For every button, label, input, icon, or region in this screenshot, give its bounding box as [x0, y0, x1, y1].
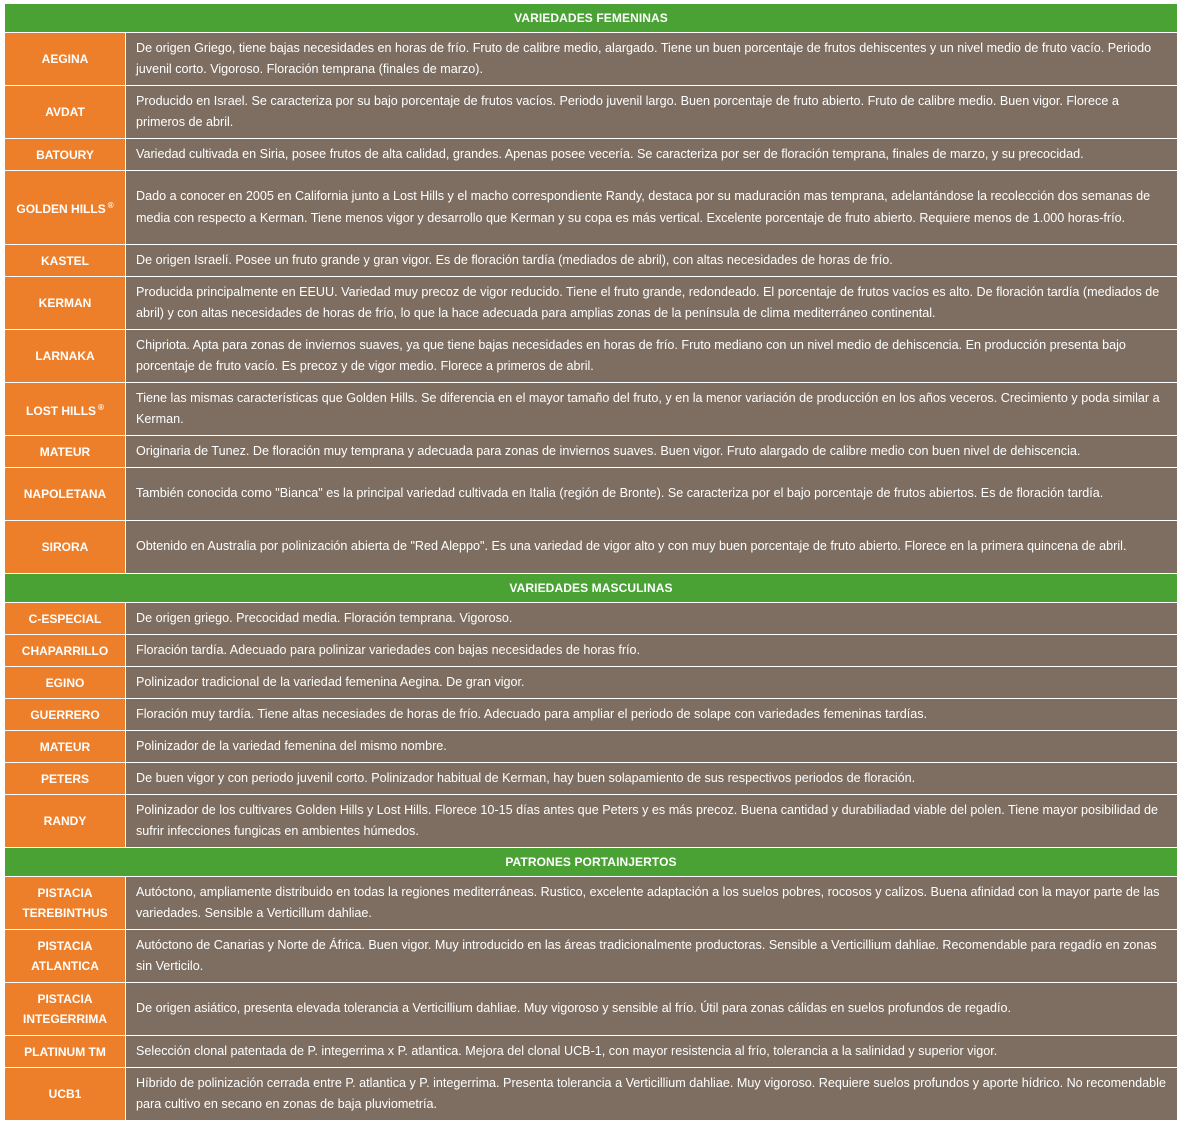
variety-name: KASTEL	[41, 253, 89, 268]
variety-name: AVDAT	[45, 105, 85, 119]
variety-description: Variedad cultivada en Siria, posee frutos de alta calidad, grandes. Apenas posee vecería. Se caracteriza por ser de floración temprana, finales de marzo, y su precocidad.	[126, 139, 1178, 171]
variety-row	[5, 521, 1178, 574]
variety-name-cell	[5, 436, 126, 468]
variety-name-cell	[5, 699, 126, 731]
variety-name: GUERRERO	[30, 707, 100, 722]
variety-row	[5, 763, 1178, 795]
variety-name: PISTACIA INTEGERRIMA	[23, 992, 107, 1026]
variety-name: UCB1	[48, 1087, 82, 1101]
variety-name: PISTACIA TEREBINTHUS	[22, 886, 108, 920]
variety-name-cell	[5, 245, 126, 277]
variety-name-cell	[5, 277, 126, 330]
variety-description: Originaria de Tunez. De floración muy temprana y adecuada para zonas de inviernos suaves. Buen vigor. Fruto alargado de calibre medio con buen nivel de dehiscencia.	[126, 436, 1178, 468]
variety-name: MATEUR	[39, 444, 91, 459]
variety-description: Floración tardía. Adecuado para polinizar variedades con bajas necesidades de horas frío.	[126, 635, 1178, 667]
variety-description: Producido en Israel. Se caracteriza por su bajo porcentaje de frutos vacíos. Periodo juvenil largo. Buen porcentaje de fruto abierto. Fruto de calibre medio. Buen vigor. Florece a primeros de abril.	[126, 86, 1178, 139]
variety-description: Autóctono, ampliamente distribuido en todas la regiones mediterráneas. Rustico, excelente adaptación a los suelos pobres, rocosos y calizos. Buena afinidad con la mayor parte de las variedades. Sensible a Verticillum dahliae.	[126, 877, 1178, 930]
variety-name-cell	[5, 33, 126, 86]
variety-name-cell	[5, 330, 126, 383]
variety-name: PISTACIA ATLANTICA	[31, 939, 99, 973]
variety-row	[5, 33, 1178, 86]
variety-name: CHAPARRILLO	[21, 643, 109, 658]
variety-name-cell	[5, 468, 126, 521]
varieties-table	[4, 3, 1178, 1121]
variety-name-cell	[5, 731, 126, 763]
variety-row	[5, 930, 1178, 983]
section-header-row	[5, 4, 1178, 33]
section-header-row	[5, 574, 1178, 603]
varieties-table-container	[4, 3, 1177, 1121]
variety-name: LOST HILLS	[26, 403, 97, 418]
variety-name-cell	[5, 1036, 126, 1068]
variety-name-cell	[5, 930, 126, 983]
variety-name: NAPOLETANA	[23, 487, 107, 501]
variety-description: Polinizador de la variedad femenina del mismo nombre.	[126, 731, 1178, 763]
variety-name-cell	[5, 383, 126, 436]
variety-description: Producida principalmente en EEUU. Variedad muy precoz de vigor reducido. Tiene el fruto grande, redondeado. El porcentaje de frutos vacíos es alto. De floración tardía (mediados de abril) y con altas necesidades de horas de frío, lo que la hace adecuada para amplias zonas de la península de clima mediterráneo continental.	[126, 277, 1178, 330]
variety-description: Polinizador de los cultivares Golden Hills y Lost Hills. Florece 10-15 días antes que Peters y es más precoz. Buena cantidad y durabiliadad viable del polen. Tiene mayor posibilidad de sufrir infecciones fungicas en ambientes húmedos.	[126, 795, 1178, 848]
variety-row	[5, 795, 1178, 848]
variety-row	[5, 699, 1178, 731]
variety-name-cell	[5, 877, 126, 930]
variety-row	[5, 86, 1178, 139]
variety-description: Dado a conocer en 2005 en California junto a Lost Hills y el macho correspondiente Randy, destaca por su maduración mas temprana, adelantándose la recolección dos semanas de media con respecto a Kerman. Tiene menos vigor y desarrollo que Kerman y su copa es más vertical. Excelente porcentaje de fruto abierto. Requiere menos de 1.000 horas-frío.	[126, 171, 1178, 245]
variety-row	[5, 277, 1178, 330]
variety-description: De origen Griego, tiene bajas necesidades en horas de frío. Fruto de calibre medio, alargado. Tiene un buen porcentaje de frutos dehiscentes y un nivel medio de fruto vacío. Periodo juvenil corto. Vigoroso. Floración temprana (finales de marzo).	[126, 33, 1178, 86]
variety-row	[5, 877, 1178, 930]
variety-row	[5, 731, 1178, 763]
variety-row	[5, 667, 1178, 699]
variety-description: Polinizador tradicional de la variedad femenina Aegina. De gran vigor.	[126, 667, 1178, 699]
variety-name: C-ESPECIAL	[28, 611, 102, 626]
section-header-row	[5, 848, 1178, 877]
variety-description: De buen vigor y con periodo juvenil corto. Polinizador habitual de Kerman, hay buen solapamiento de sus respectivos periodos de floración.	[126, 763, 1178, 795]
variety-name: LARNAKA	[35, 349, 95, 363]
variety-description: También conocida como "Bianca" es la principal variedad cultivada en Italia (región de Bronte). Se caracteriza por el bajo porcentaje de frutos abiertos. Es de floración tardía.	[126, 468, 1178, 521]
section-title: PATRONES PORTAINJERTOS	[5, 848, 1178, 877]
variety-name-cell	[5, 603, 126, 635]
variety-name: PETERS	[40, 771, 89, 786]
variety-name: MATEUR	[39, 739, 91, 754]
variety-name-cell	[5, 763, 126, 795]
variety-name: SIRORA	[41, 540, 89, 554]
variety-description: Obtenido en Australia por polinización abierta de "Red Aleppo". Es una variedad de vigor alto y con muy buen porcentaje de fruto abierto. Florece en la primera quincena de abril.	[126, 521, 1178, 574]
variety-name-cell	[5, 1068, 126, 1121]
variety-row	[5, 330, 1178, 383]
variety-row	[5, 468, 1178, 521]
variety-name-cell	[5, 521, 126, 574]
variety-row	[5, 383, 1178, 436]
registered-mark: ®	[107, 201, 114, 210]
variety-name-cell	[5, 86, 126, 139]
variety-name-cell	[5, 667, 126, 699]
variety-description: De origen Israelí. Posee un fruto grande y gran vigor. Es de floración tardía (mediados de abril), con altas necesidades de horas de frío.	[126, 245, 1178, 277]
variety-name: AEGINA	[41, 52, 89, 66]
variety-description: Tiene las mismas características que Golden Hills. Se diferencia en el mayor tamaño del fruto, y en la menor variación de producción en los años veceros. Crecimiento y poda similar a Kerman.	[126, 383, 1178, 436]
variety-name: GOLDEN HILLS	[16, 202, 106, 216]
variety-description: Selección clonal patentada de P. integerrima x P. atlantica. Mejora del clonal UCB-1, con mayor resistencia al frío, tolerancia a la salinidad y superior vigor.	[126, 1036, 1178, 1068]
variety-row	[5, 1068, 1178, 1121]
variety-name-cell	[5, 635, 126, 667]
variety-name-cell	[5, 983, 126, 1036]
variety-name-cell	[5, 171, 126, 245]
variety-description: Autóctono de Canarias y Norte de África. Buen vigor. Muy introducido en las áreas tradicionalmente productoras. Sensible a Verticillium dahliae. Recomendable para regadío en zonas sin Verticilo.	[126, 930, 1178, 983]
variety-description: Híbrido de polinización cerrada entre P. atlantica y P. integerrima. Presenta tolerancia a Verticillium dahliae. Muy vigoroso. Requiere suelos profundos y aporte hídrico. No recomendable para cultivo en secano en zonas de baja pluviometría.	[126, 1068, 1178, 1121]
variety-name-cell	[5, 795, 126, 848]
variety-name-cell	[5, 139, 126, 171]
variety-row	[5, 139, 1178, 171]
varieties-table-body	[5, 4, 1178, 1121]
variety-row	[5, 635, 1178, 667]
variety-description: Floración muy tardía. Tiene altas necesiades de horas de frío. Adecuado para ampliar el periodo de solape con variedades femeninas tardías.	[126, 699, 1178, 731]
section-title: VARIEDADES MASCULINAS	[5, 574, 1178, 603]
variety-row	[5, 1036, 1178, 1068]
variety-description: De origen griego. Precocidad media. Floración temprana. Vigoroso.	[126, 603, 1178, 635]
variety-name: RANDY	[43, 814, 87, 828]
variety-description: De origen asiático, presenta elevada tolerancia a Verticillium dahliae. Muy vigoroso y sensible al frío. Útil para zonas cálidas en suelos profundos de regadío.	[126, 983, 1178, 1036]
variety-name: PLATINUM TM	[24, 1044, 106, 1059]
variety-name: EGINO	[45, 675, 85, 690]
variety-row	[5, 245, 1178, 277]
variety-row	[5, 983, 1178, 1036]
variety-row	[5, 436, 1178, 468]
variety-name: KERMAN	[38, 296, 92, 310]
variety-row	[5, 603, 1178, 635]
registered-mark: ®	[98, 402, 104, 412]
section-title: VARIEDADES FEMENINAS	[5, 4, 1178, 33]
variety-description: Chipriota. Apta para zonas de inviernos suaves, ya que tiene bajas necesidades en horas de frío. Fruto mediano con un nivel medio de dehiscencia. En producción presenta bajo porcentaje de fruto vacío. Es precoz y de vigor medio. Florece a primeros de abril.	[126, 330, 1178, 383]
variety-row	[5, 171, 1178, 245]
variety-name: BATOURY	[36, 147, 94, 162]
